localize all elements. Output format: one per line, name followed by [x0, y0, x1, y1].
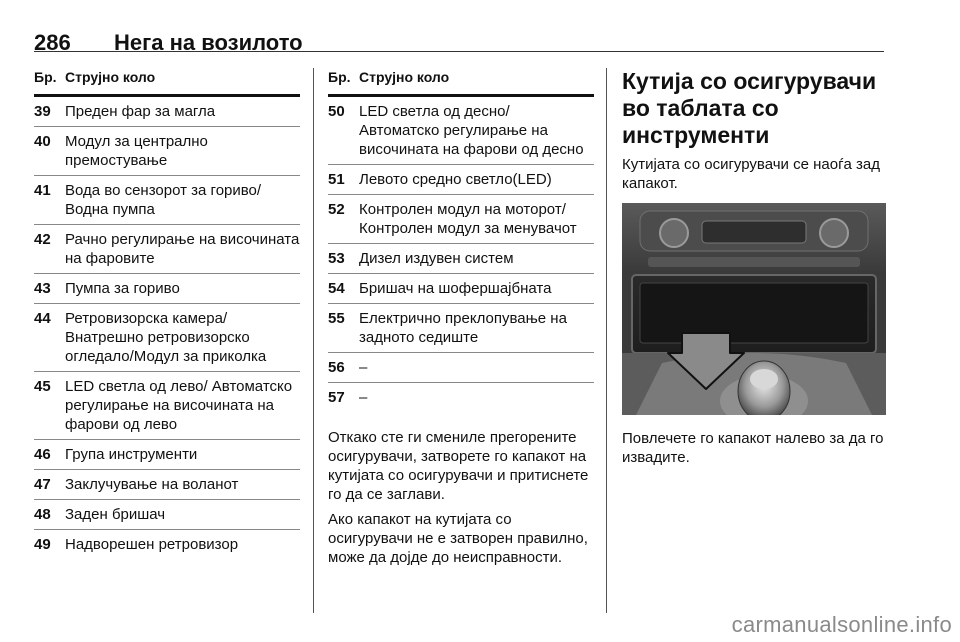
table-header — [328, 68, 594, 88]
circuit-description: Бришач на шофершајбната — [359, 280, 552, 297]
circuit-description: Електрично преклопување на задното седиште — [359, 310, 567, 346]
circuit-description: Левото средно светло(LED) — [359, 171, 552, 188]
table-row — [34, 176, 300, 225]
fuse-number: 48 — [34, 506, 51, 523]
circuit-description: LED светла од десно/ Автоматско регулирање на височината на фарови од десно — [359, 103, 584, 158]
fuse-number: 53 — [328, 250, 345, 267]
circuit-description: Надворешен ретровизор — [65, 536, 239, 553]
table-row — [34, 500, 300, 530]
fuse-table-right — [328, 68, 594, 573]
fuse-number: 56 — [328, 359, 345, 376]
caption-text: Повлечете го капакот налево за да го извадите. — [622, 430, 884, 466]
circuit-description: Заден бришач — [65, 506, 166, 523]
watermark: carmanualsonline.info — [731, 612, 952, 637]
table-row — [34, 127, 300, 176]
fuse-number: 46 — [34, 446, 51, 463]
paragraph-warning: Ако капакот на кутијата со осигурувачи не е затворен правилно, може да дојде до неисправности. — [328, 511, 588, 566]
fuse-number: 41 — [34, 182, 51, 199]
instrument-panel-section — [622, 68, 886, 473]
fuse-number: 55 — [328, 310, 345, 327]
circuit-description: Дизел издувен систем — [359, 250, 514, 267]
circuit-description: Група инструменти — [65, 446, 198, 463]
table-row — [34, 470, 300, 500]
circuit-description: Пумпа за гориво — [65, 280, 180, 297]
circuit-description: Рачно регулирање на височината на фаровите — [65, 231, 300, 267]
column-divider-1 — [313, 68, 314, 613]
section-heading: Кутија со осигурувачи во таблата со инструменти — [622, 68, 877, 148]
table-row — [328, 195, 594, 244]
header-number: Бр. — [328, 69, 351, 85]
fuse-number: 49 — [34, 536, 51, 553]
table-row — [328, 97, 594, 165]
circuit-description: Модул за централно премостување — [65, 133, 208, 169]
instructions — [328, 428, 594, 567]
fuse-number: 52 — [328, 201, 345, 218]
table-row — [328, 244, 594, 274]
table-row — [34, 274, 300, 304]
circuit-description: – — [359, 389, 368, 406]
fuse-number: 43 — [34, 280, 51, 297]
fuse-number: 40 — [34, 133, 51, 150]
table-row — [34, 304, 300, 372]
fuse-number: 42 — [34, 231, 51, 248]
circuit-description: – — [359, 359, 368, 376]
header-circuit: Струјно коло — [65, 69, 156, 85]
column-divider-2 — [606, 68, 607, 613]
table-row — [328, 165, 594, 195]
fuse-number: 45 — [34, 378, 51, 395]
table-row — [34, 372, 300, 440]
page-header — [34, 30, 884, 55]
table-row — [34, 530, 300, 559]
fuse-number: 51 — [328, 171, 345, 188]
fuse-box-cover-photo — [622, 203, 886, 415]
table-body — [328, 97, 594, 412]
table-row — [34, 97, 300, 127]
fuse-number: 47 — [34, 476, 51, 493]
circuit-description: Контролен модул на моторот/ Контролен модул за менувачот — [359, 201, 577, 237]
header-number: Бр. — [34, 69, 57, 85]
circuit-description: Заклучување на воланот — [65, 476, 239, 493]
table-row — [328, 274, 594, 304]
table-row — [34, 225, 300, 274]
console-illustration — [622, 203, 886, 415]
table-row — [328, 353, 594, 383]
circuit-description: Ретровизорска камера/ Внатрешно ретровизорско огледало/Модул за приколка — [65, 310, 267, 365]
section-title: Нега на возилото — [114, 30, 303, 55]
page-number: 286 — [34, 30, 71, 55]
intro-text: Кутијата со осигурувачи се наоѓа зад капакот. — [622, 156, 881, 192]
header-circuit: Струјно коло — [359, 69, 450, 85]
circuit-description: Преден фар за магла — [65, 103, 216, 120]
table-header — [34, 68, 300, 88]
paragraph-close-cover: Откако сте ги смениле прегорените осигурувачи, затворете го капакот на кутијата со осигурувачи и притиснете го да се заглави. — [328, 429, 589, 503]
header-divider — [34, 51, 884, 52]
table-body — [34, 97, 300, 559]
table-row — [328, 304, 594, 353]
circuit-description: Вода во сензорот за гориво/ Водна пумпа — [65, 182, 262, 218]
fuse-number: 50 — [328, 103, 345, 120]
fuse-number: 57 — [328, 389, 345, 406]
circuit-description: LED светла од лево/ Автоматско регулирање на височината на фарови од лево — [65, 378, 293, 433]
fuse-number: 54 — [328, 280, 345, 297]
fuse-table-left — [34, 68, 300, 559]
fuse-number: 44 — [34, 310, 51, 327]
fuse-number: 39 — [34, 103, 51, 120]
table-row — [328, 383, 594, 412]
table-row — [34, 440, 300, 470]
